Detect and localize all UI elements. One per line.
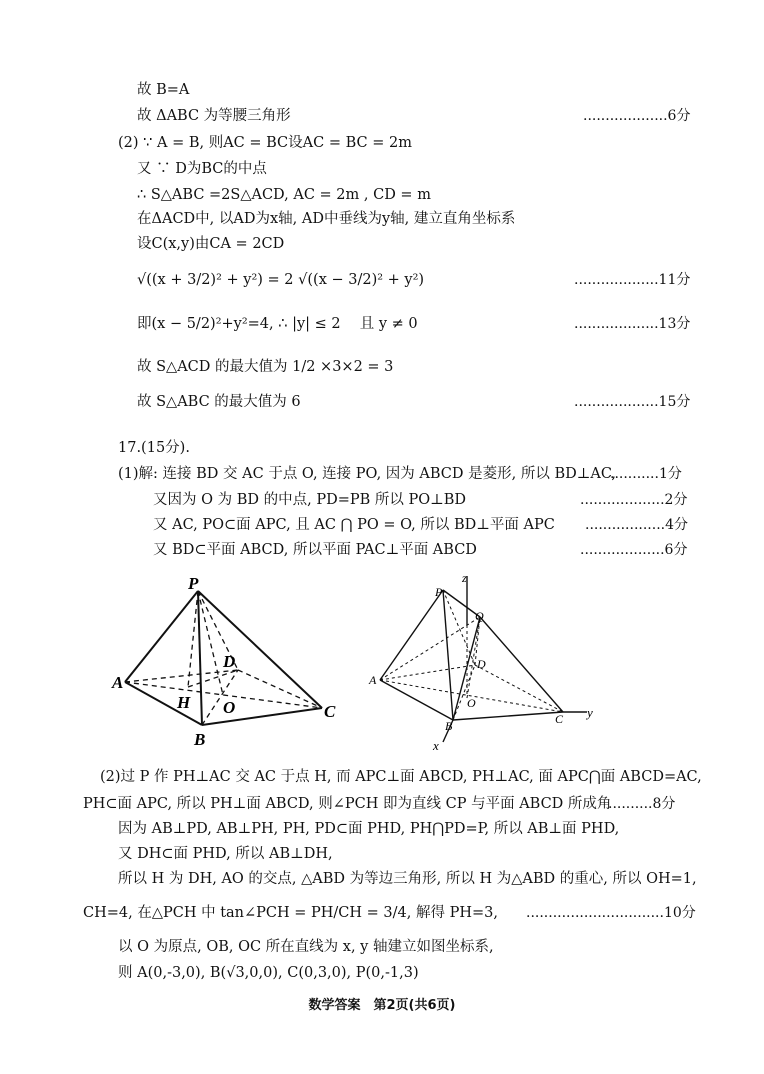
solution-line: 又 ∵ D为BC的中点 <box>137 161 267 177</box>
fig1-label-A: A <box>112 673 124 692</box>
score-mark: ...................2分 <box>580 492 688 508</box>
solution-line: 又 AC, PO⊂面 APC, 且 AC ⋂ PO = O, 所以 BD⊥平面 APC <box>153 517 555 533</box>
fig1-label-D: D <box>223 652 236 671</box>
fig1-label-B: B <box>194 730 206 749</box>
page-footer: 数学答案 第2页(共6页) <box>308 998 456 1013</box>
solution-line: CH=4, 在△PCH 中 tan∠PCH = PH/CH = 3/4, 解得 PH=3, <box>83 905 498 921</box>
solution-line: ∴ S△ABC =2S△ACD, AC = 2m , CD = m <box>137 187 431 203</box>
fig2-label-O: O <box>467 696 476 710</box>
fig2-label-C: C <box>555 712 564 726</box>
fig2-label-A: A <box>369 673 377 687</box>
solution-line: 设C(x,y)由CA = 2CD <box>137 236 285 252</box>
pyramid-figure-left <box>110 575 350 750</box>
solution-line: 在ΔACD中, 以AD为x轴, AD中垂线为y轴, 建立直角坐标系 <box>137 211 516 227</box>
pyramid-figure-right <box>365 570 605 755</box>
score-mark: ...................6分 <box>580 542 688 558</box>
score-mark: ..................4分 <box>585 517 689 533</box>
solution-line: 所以 H 为 DH, AO 的交点, △ABD 为等边三角形, 所以 H 为△ABD 的重心, 所以 OH=1, <box>118 871 697 887</box>
score-mark: ...................15分 <box>574 394 691 410</box>
score-mark: ...................13分 <box>574 316 691 332</box>
fig1-label-O: O <box>223 698 236 717</box>
fig2-label-D: D <box>477 657 486 671</box>
fig1-label-H: H <box>177 693 191 712</box>
solution-line: 以 O 为原点, OB, OC 所在直线为 x, y 轴建立如图坐标系, <box>118 939 494 955</box>
solution-line: 因为 AB⊥PD, AB⊥PH, PH, PD⊂面 PHD, PH⋂PD=P, 所以 AB⊥面 PHD, <box>118 821 620 837</box>
solution-line: (2)过 P 作 PH⊥AC 交 AC 于点 H, 而 APC⊥面 ABCD, PH⊥AC, 面 APC⋂面 ABCD=AC, <box>100 769 702 785</box>
fig2-label-z: z <box>462 571 467 585</box>
score-mark: ...............................10分 <box>526 905 696 921</box>
solution-line: 故 S△ACD 的最大值为 1/2 ×3×2 = 3 <box>137 359 394 375</box>
solution-line: 则 A(0,-3,0), B(√3,0,0), C(0,3,0), P(0,-1,3) <box>118 965 419 981</box>
fig2-label-P: P <box>435 585 443 599</box>
fig2-label-y: y <box>587 705 593 720</box>
solution-line: (1)解: 连接 BD 交 AC 于点 O, 连接 PO, 因为 ABCD 是菱形, 所以 BD⊥AC, <box>118 466 617 482</box>
solution-line: 又因为 O 为 BD 的中点, PD=PB 所以 PO⊥BD <box>153 492 467 508</box>
fig1-label-P: P <box>188 575 199 593</box>
score-mark: ..........8分 <box>608 796 676 812</box>
score-mark: ...........1分 <box>610 466 682 482</box>
solution-line: 故 B=A <box>137 82 190 98</box>
solution-line: PH⊂面 APC, 所以 PH⊥面 ABCD, 则∠PCH 即为直线 CP 与平面 ABCD 所成角 <box>83 796 612 812</box>
solution-line: 故 ΔABC 为等腰三角形 <box>137 108 291 124</box>
fig2-label-Q: Q <box>475 609 484 623</box>
solution-line: 又 DH⊂面 PHD, 所以 AB⊥DH, <box>118 846 333 862</box>
fig1-label-C: C <box>324 702 336 721</box>
fig2-label-B: B <box>445 719 453 733</box>
score-mark: ...................6分 <box>583 108 691 124</box>
fig2-label-x: x <box>433 738 439 753</box>
solution-line: 故 S△ABC 的最大值为 6 <box>137 394 301 410</box>
score-mark: ...................11分 <box>574 272 691 288</box>
solution-line: √((x + 3/2)² + y²) = 2 √((x − 3/2)² + y²) <box>137 272 425 288</box>
solution-line: (2) ∵ A = B, 则AC = BC设AC = BC = 2m <box>118 135 412 151</box>
solution-line: 17.(15分). <box>118 440 190 456</box>
solution-line: 又 BD⊂平面 ABCD, 所以平面 PAC⊥平面 ABCD <box>153 542 477 558</box>
solution-line: 即(x − 5/2)²+y²=4, ∴ |y| ≤ 2 且 y ≠ 0 <box>137 316 418 332</box>
